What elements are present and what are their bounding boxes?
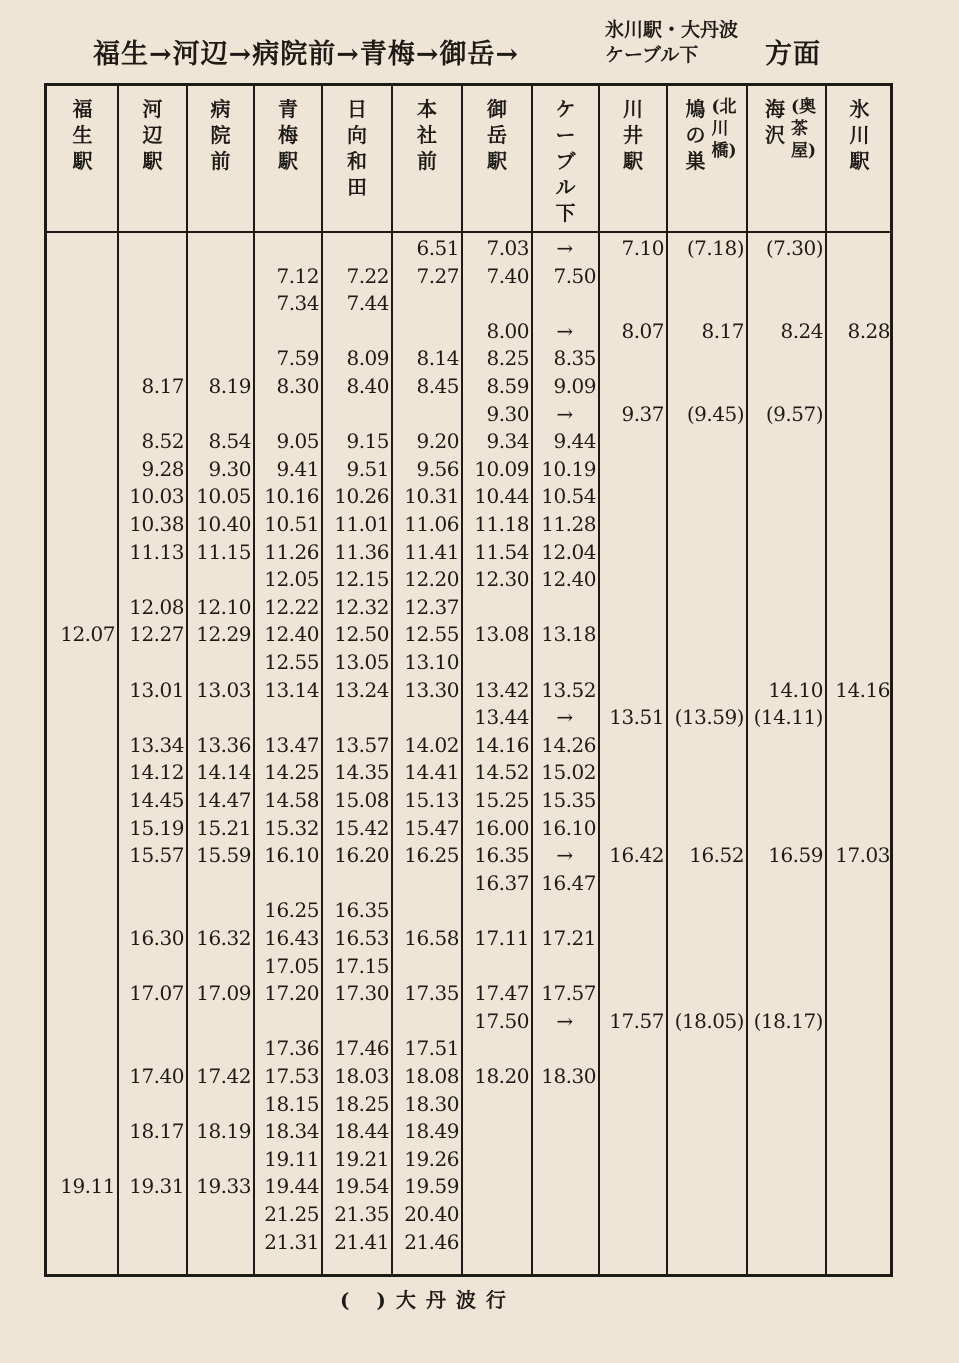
column-header-label: 本社前: [417, 97, 437, 173]
departure-time: 13.08: [474, 622, 529, 647]
departure-time: 11.28: [541, 512, 596, 536]
departure-time: 7.03: [486, 236, 529, 260]
departure-time: 12.50: [334, 622, 389, 647]
column-header-kawai: [599, 96, 667, 226]
departure-time: 17.35: [404, 981, 459, 1006]
departure-time: 13.34: [129, 732, 184, 757]
departure-time: 21.41: [334, 1229, 389, 1254]
departure-time: 8.28: [847, 318, 890, 343]
departure-time: 16.35: [474, 843, 529, 868]
departure-time: 14.25: [264, 760, 319, 785]
departure-time: 8.59: [486, 374, 529, 398]
column-header-umizawa: [747, 96, 826, 226]
departure-time: 11.15: [196, 539, 251, 564]
title-direction: 方面: [765, 39, 821, 70]
column-header-hatonosu: [667, 96, 747, 226]
timetable-grid: [44, 83, 893, 1277]
departure-time: 9.37: [621, 401, 664, 426]
column-header-hikawa: [826, 96, 893, 226]
departure-time: 7.34: [276, 291, 319, 316]
departure-time: 15.32: [264, 815, 319, 840]
departure-time: 7.44: [346, 291, 389, 316]
through-arrow: →: [556, 843, 573, 868]
departure-time: 17.53: [264, 1064, 319, 1088]
departure-time: 17.36: [264, 1036, 319, 1061]
departure-time: 13.57: [334, 732, 389, 757]
departure-time: 17.50: [474, 1008, 529, 1033]
departure-time: 17.07: [129, 981, 184, 1006]
departure-time: 13.05: [334, 650, 389, 674]
departure-time: 12.22: [264, 594, 319, 619]
departure-time: 21.46: [404, 1229, 459, 1254]
departure-time: 16.32: [196, 926, 251, 950]
departure-time: 11.13: [129, 539, 184, 564]
departure-time: 8.07: [621, 318, 664, 343]
departure-time: 19.44: [264, 1174, 319, 1199]
departure-time: 8.45: [416, 374, 459, 398]
column-header-ome: [254, 96, 322, 226]
footnote: ( )大丹波行: [340, 1288, 516, 1312]
departure-time: 16.58: [404, 926, 459, 950]
departure-time: 10.44: [474, 484, 529, 509]
column-header-label: 海沢: [765, 97, 785, 147]
departure-time: 12.05: [264, 567, 319, 592]
departure-time: 16.10: [541, 815, 596, 840]
departure-time: 11.54: [474, 539, 529, 564]
departure-time: 8.54: [208, 429, 251, 454]
column-header-sublabel: (北川橋): [711, 97, 737, 161]
column-header-label: 御岳駅: [487, 97, 507, 173]
departure-time: 8.24: [780, 318, 823, 343]
departure-time: 17.20: [264, 981, 319, 1006]
departure-time: 12.55: [264, 650, 319, 674]
departure-time: 9.30: [486, 401, 529, 426]
departure-time: 11.36: [334, 539, 389, 564]
departure-time: 16.25: [264, 898, 319, 923]
departure-time: 19.26: [404, 1146, 459, 1171]
departure-time: 8.25: [486, 346, 529, 371]
departure-time: 11.18: [474, 512, 529, 536]
departure-time: 9.28: [141, 456, 184, 481]
departure-time: 12.15: [334, 567, 389, 592]
departure-time: 20.40: [404, 1202, 459, 1226]
departure-time: 10.51: [264, 512, 319, 536]
departure-time: 9.30: [208, 456, 251, 481]
departure-time: 14.26: [541, 732, 596, 757]
departure-time: 11.01: [334, 512, 389, 536]
departure-time: 10.31: [404, 484, 459, 509]
departure-time: 9.44: [553, 429, 596, 454]
departure-time: 13.10: [404, 650, 459, 674]
departure-time: 18.25: [334, 1091, 389, 1116]
departure-time: 13.14: [264, 677, 319, 702]
through-arrow: →: [556, 401, 573, 426]
departure-time: 14.45: [129, 788, 184, 812]
departure-time: 16.30: [129, 926, 184, 950]
departure-time: 17.09: [196, 981, 251, 1006]
departure-time: 17.03: [835, 843, 890, 868]
departure-time: 17.11: [474, 926, 529, 950]
departure-time: 14.02: [404, 732, 459, 757]
departure-time: (18.05): [674, 1008, 744, 1033]
departure-time: 12.29: [196, 622, 251, 647]
departure-time: 16.25: [404, 843, 459, 868]
departure-time: 13.52: [541, 677, 596, 702]
departure-time: 6.51: [416, 236, 459, 260]
departure-time: 15.57: [129, 843, 184, 868]
departure-time: 15.02: [541, 760, 596, 785]
departure-time: 13.44: [474, 705, 529, 730]
departure-time: 17.46: [334, 1036, 389, 1061]
title-destination-top: 氷川駅・大丹波: [605, 19, 739, 41]
departure-time: (7.18): [686, 236, 744, 260]
departure-time: 21.35: [334, 1202, 389, 1226]
departure-time: 12.04: [541, 539, 596, 564]
column-rule: [666, 86, 668, 1274]
departure-time: 10.19: [541, 456, 596, 481]
departure-time: 16.10: [264, 843, 319, 868]
departure-time: 10.05: [196, 484, 251, 509]
departure-time: 8.52: [141, 429, 184, 454]
departure-time: 18.44: [334, 1119, 389, 1144]
departure-time: 9.20: [416, 429, 459, 454]
departure-time: 7.22: [346, 263, 389, 288]
column-header-label: 日向和田: [347, 97, 367, 199]
departure-time: 14.16: [474, 732, 529, 757]
departure-time: 17.30: [334, 981, 389, 1006]
departure-time: 14.10: [768, 677, 823, 702]
departure-time: 13.30: [404, 677, 459, 702]
departure-time: 8.30: [276, 374, 319, 398]
departure-time: 10.03: [129, 484, 184, 509]
departure-time: (18.17): [753, 1008, 823, 1033]
departure-time: 9.05: [276, 429, 319, 454]
departure-time: 12.40: [541, 567, 596, 592]
departure-time: 11.41: [404, 539, 459, 564]
departure-time: 15.35: [541, 788, 596, 812]
departure-time: 9.41: [276, 456, 319, 481]
departure-time: 13.24: [334, 677, 389, 702]
departure-time: 10.38: [129, 512, 184, 536]
departure-time: 17.42: [196, 1064, 251, 1088]
departure-time: 13.47: [264, 732, 319, 757]
departure-time: 10.40: [196, 512, 251, 536]
departure-time: 18.19: [196, 1119, 251, 1144]
column-header-hinata: [322, 96, 392, 226]
departure-time: 9.09: [553, 374, 596, 398]
departure-time: 17.05: [264, 953, 319, 978]
departure-time: 14.14: [196, 760, 251, 785]
column-header-cable: [532, 96, 599, 226]
departure-time: 15.25: [474, 788, 529, 812]
departure-time: 12.07: [60, 622, 115, 647]
departure-time: 19.11: [60, 1174, 115, 1199]
departure-time: 18.08: [404, 1064, 459, 1088]
departure-time: 17.57: [609, 1008, 664, 1033]
departure-time: 13.42: [474, 677, 529, 702]
through-arrow: →: [556, 1008, 573, 1033]
departure-time: (14.11): [753, 705, 823, 730]
column-header-sublabel: (奥茶屋): [791, 97, 817, 161]
departure-time: 8.17: [701, 318, 744, 343]
departure-time: 9.56: [416, 456, 459, 481]
departure-time: 10.09: [474, 456, 529, 481]
column-header-label: 青梅駅: [278, 97, 298, 173]
departure-time: 13.03: [196, 677, 251, 702]
departure-time: 19.21: [334, 1146, 389, 1171]
column-header-fussa: [47, 96, 118, 226]
title-route: 福生→河辺→病院前→青梅→御岳→: [93, 39, 520, 70]
column-header-label: 氷川駅: [849, 97, 870, 173]
departure-time: 11.26: [264, 539, 319, 564]
departure-time: 16.20: [334, 843, 389, 868]
departure-time: 13.18: [541, 622, 596, 647]
departure-time: 18.03: [334, 1064, 389, 1088]
departure-time: 12.37: [404, 594, 459, 619]
departure-time: 17.57: [541, 981, 596, 1006]
departure-time: 9.15: [346, 429, 389, 454]
departure-time: 10.54: [541, 484, 596, 509]
departure-time: 19.54: [334, 1174, 389, 1199]
departure-time: 19.59: [404, 1174, 459, 1199]
departure-time: 11.06: [404, 512, 459, 536]
departure-time: 15.47: [404, 815, 459, 840]
departure-time: 13.01: [129, 677, 184, 702]
departure-time: 13.51: [609, 705, 664, 730]
column-header-kabe: [118, 96, 187, 226]
departure-time: 15.08: [334, 788, 389, 812]
departure-time: 18.17: [129, 1119, 184, 1144]
through-arrow: →: [556, 236, 573, 260]
departure-time: 12.10: [196, 594, 251, 619]
departure-time: 14.52: [474, 760, 529, 785]
departure-time: 9.51: [346, 456, 389, 481]
departure-time: 14.47: [196, 788, 251, 812]
departure-time: 18.30: [404, 1091, 459, 1116]
departure-time: 17.51: [404, 1036, 459, 1061]
departure-time: 8.09: [346, 346, 389, 371]
departure-time: (9.57): [765, 401, 823, 426]
departure-time: 12.08: [129, 594, 184, 619]
departure-time: 16.00: [474, 815, 529, 840]
departure-time: 19.31: [129, 1174, 184, 1199]
departure-time: 18.34: [264, 1119, 319, 1144]
column-header-mitake: [462, 96, 532, 226]
departure-time: 14.12: [129, 760, 184, 785]
column-header-label: 福生駅: [72, 97, 93, 173]
departure-time: 18.49: [404, 1119, 459, 1144]
column-header-label: 病院前: [210, 97, 231, 173]
header-divider: [47, 231, 890, 233]
departure-time: 19.11: [264, 1146, 319, 1171]
departure-time: 15.19: [129, 815, 184, 840]
departure-time: 7.12: [276, 263, 319, 288]
departure-time: 12.55: [404, 622, 459, 647]
departure-time: 8.19: [208, 374, 251, 398]
departure-time: 8.40: [346, 374, 389, 398]
departure-time: 17.40: [129, 1064, 184, 1088]
departure-time: 16.52: [689, 843, 744, 868]
departure-time: 13.36: [196, 732, 251, 757]
departure-time: 15.21: [196, 815, 251, 840]
through-arrow: →: [556, 705, 573, 730]
column-header-label: 河辺駅: [142, 97, 163, 173]
departure-time: 8.00: [486, 318, 529, 343]
departure-time: 21.25: [264, 1202, 319, 1226]
departure-time: 12.30: [474, 567, 529, 592]
departure-time: 16.47: [541, 870, 596, 895]
through-arrow: →: [556, 318, 573, 343]
departure-time: 19.33: [196, 1174, 251, 1199]
departure-time: 16.37: [474, 870, 529, 895]
departure-time: 16.35: [334, 898, 389, 923]
departure-time: 7.59: [276, 346, 319, 371]
departure-time: (9.45): [686, 401, 744, 426]
departure-time: 12.40: [264, 622, 319, 647]
departure-time: 18.20: [474, 1064, 529, 1088]
departure-time: 8.14: [416, 346, 459, 371]
title-destination-bottom: ケーブル下: [605, 44, 699, 66]
column-header-label: 川井駅: [623, 97, 643, 173]
departure-time: 17.47: [474, 981, 529, 1006]
departure-time: (13.59): [674, 705, 744, 730]
departure-time: 14.41: [404, 760, 459, 785]
departure-time: 7.27: [416, 263, 459, 288]
departure-time: 16.43: [264, 926, 319, 950]
departure-time: 12.20: [404, 567, 459, 592]
title-destinations: [605, 18, 738, 68]
departure-time: 7.40: [486, 263, 529, 288]
column-header-label: 鳩の巣: [685, 97, 706, 173]
departure-time: 15.42: [334, 815, 389, 840]
departure-time: 14.16: [835, 677, 890, 702]
departure-time: 18.15: [264, 1091, 319, 1116]
departure-time: 21.31: [264, 1229, 319, 1254]
departure-time: 8.17: [141, 374, 184, 398]
departure-time: (7.30): [765, 236, 823, 260]
departure-time: 18.30: [541, 1064, 596, 1088]
departure-time: 12.27: [129, 622, 184, 647]
departure-time: 8.35: [553, 346, 596, 371]
timetable-title: [93, 18, 853, 78]
departure-time: 16.53: [334, 926, 389, 950]
departure-time: 14.35: [334, 760, 389, 785]
departure-time: 15.13: [404, 788, 459, 812]
departure-time: 17.21: [541, 926, 596, 950]
departure-time: 16.42: [609, 843, 664, 868]
departure-time: 12.32: [334, 594, 389, 619]
departure-time: 7.50: [553, 263, 596, 288]
departure-time: 17.15: [334, 953, 389, 978]
departure-time: 16.59: [768, 843, 823, 868]
column-header-label: ケーブル下: [555, 97, 576, 225]
departure-time: 9.34: [486, 429, 529, 454]
departure-time: 7.10: [621, 236, 664, 260]
column-header-byoin: [187, 96, 254, 226]
departure-time: 10.16: [264, 484, 319, 509]
departure-time: 10.26: [334, 484, 389, 509]
departure-time: 14.58: [264, 788, 319, 812]
column-rule: [598, 86, 600, 1274]
departure-time: 15.59: [196, 843, 251, 868]
column-header-honsha: [392, 96, 462, 226]
